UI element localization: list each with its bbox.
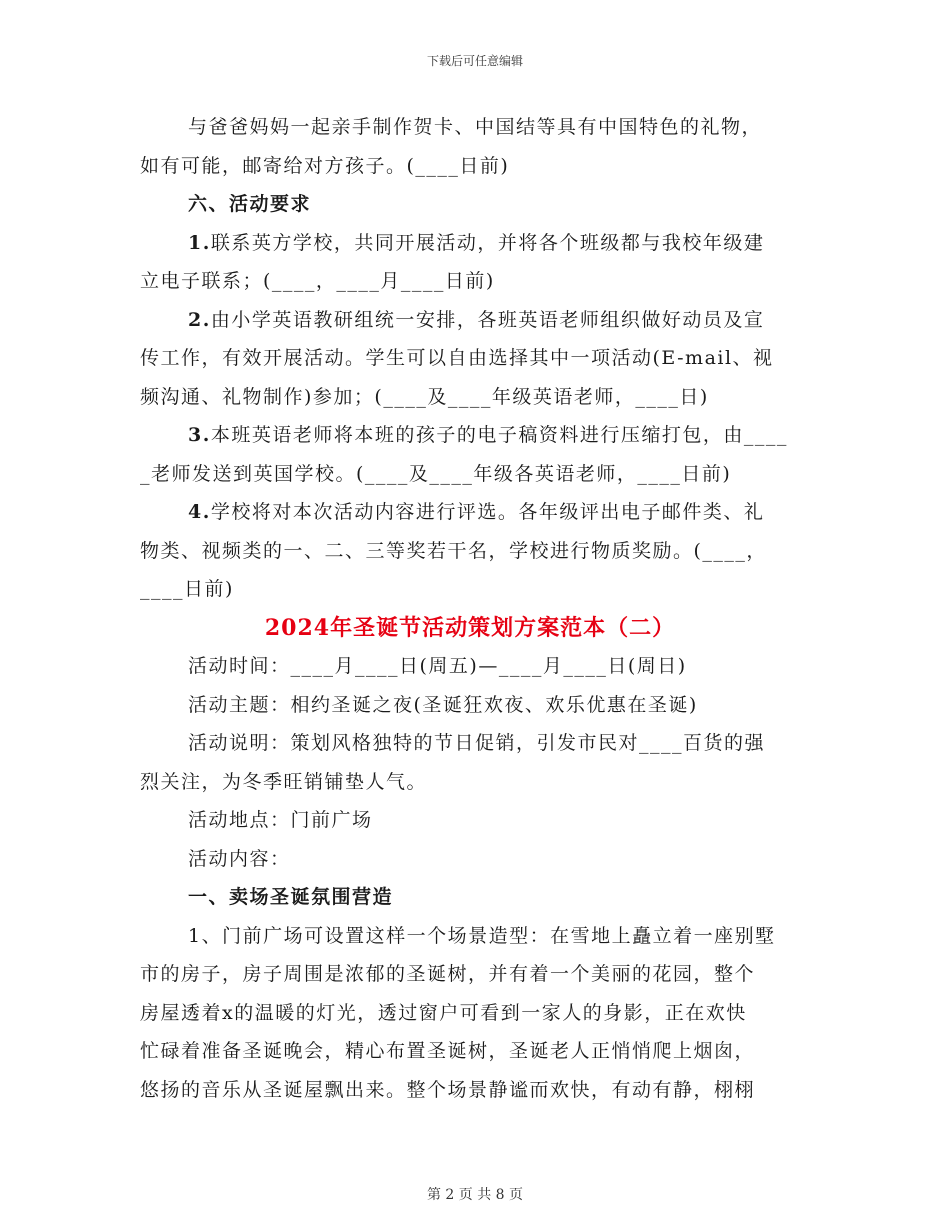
- paragraph-line: 活动主题：相约圣诞之夜(圣诞狂欢夜、欢乐优惠在圣诞): [188, 693, 698, 716]
- paragraph-line: 物类、视频类的一、二、三等奖若干名，学校进行物质奖励。(____，: [140, 539, 767, 562]
- document-body: [140, 108, 800, 1109]
- list-item-text: 学校将对本次活动内容进行评选。各年级评出电子邮件类、礼: [210, 501, 765, 523]
- list-item-text: 本班英语老师将本班的孩子的电子稿资料进行压缩打包，由____: [210, 424, 788, 446]
- page-header: 下载后可任意编辑: [426, 54, 523, 68]
- list-number: 4.: [188, 501, 211, 523]
- list-item-1: [140, 224, 800, 263]
- list-item-2: [140, 301, 800, 340]
- paragraph-line: 市的房子，房子周围是浓郁的圣诞树，并有着一个美丽的花园，整个: [140, 963, 756, 985]
- paragraph-line: 与爸爸妈妈一起亲手制作贺卡、中国结等具有中国特色的礼物，: [188, 116, 763, 138]
- paragraph-line: 传工作，有效开展活动。学生可以自由选择其中一项活动(E-mail、视: [140, 347, 774, 369]
- paragraph-line: 活动地点：门前广场: [188, 809, 373, 831]
- paragraph-line: ____日前): [140, 578, 234, 600]
- paragraph-line: 立电子联系；(____，____月____日前): [140, 270, 495, 292]
- section-heading: 六、活动要求: [188, 193, 312, 215]
- list-number: 1.: [188, 231, 211, 254]
- paragraph-line: _老师发送到英国学校。(____及____年级各英语老师，____日前): [140, 462, 732, 485]
- paragraph-line: 房屋透着x的温暖的灯光，透过窗户可看到一家人的身影，正在欢快: [140, 1001, 747, 1024]
- paragraph-line: 忙碌着准备圣诞晚会，精心布置圣诞树，圣诞老人正悄悄爬上烟囱，: [140, 1040, 756, 1062]
- paragraph-line: 活动内容：: [188, 847, 291, 870]
- document-title: 2024年圣诞节活动策划方案范本（二）: [264, 614, 676, 641]
- list-item-text: 联系英方学校，共同开展活动，并将各个班级都与我校年级建: [210, 231, 765, 254]
- section-heading: 一、卖场圣诞氛围营造: [188, 886, 394, 908]
- paragraph-line: 频沟通、礼物制作)参加；(____及____年级英语老师，____日): [140, 385, 709, 408]
- list-item-3: [140, 416, 800, 455]
- page-footer: 第 2 页 共 8 页: [426, 1187, 524, 1203]
- paragraph-line: 1、门前广场可设置这样一个场景造型：在雪地上矗立着一座别墅: [188, 924, 776, 947]
- paragraph-line: 烈关注，为冬季旺销铺垫人气。: [140, 770, 428, 793]
- paragraph-line: 活动说明：策划风格独特的节日促销，引发市民对____百货的强: [188, 732, 766, 754]
- list-item-4: [140, 493, 800, 532]
- paragraph-line: 活动时间：____月____日(周五)—____月____日(周日): [188, 655, 687, 677]
- list-number: 3.: [188, 424, 211, 446]
- paragraph-line: 如有可能，邮寄给对方孩子。(____日前): [140, 154, 510, 177]
- list-number: 2.: [188, 308, 211, 331]
- paragraph-line: 悠扬的音乐从圣诞屋飘出来。整个场景静谧而欢快，有动有静，栩栩: [140, 1078, 756, 1101]
- list-item-text: 由小学英语教研组统一安排，各班英语老师组织做好动员及宣: [210, 308, 765, 331]
